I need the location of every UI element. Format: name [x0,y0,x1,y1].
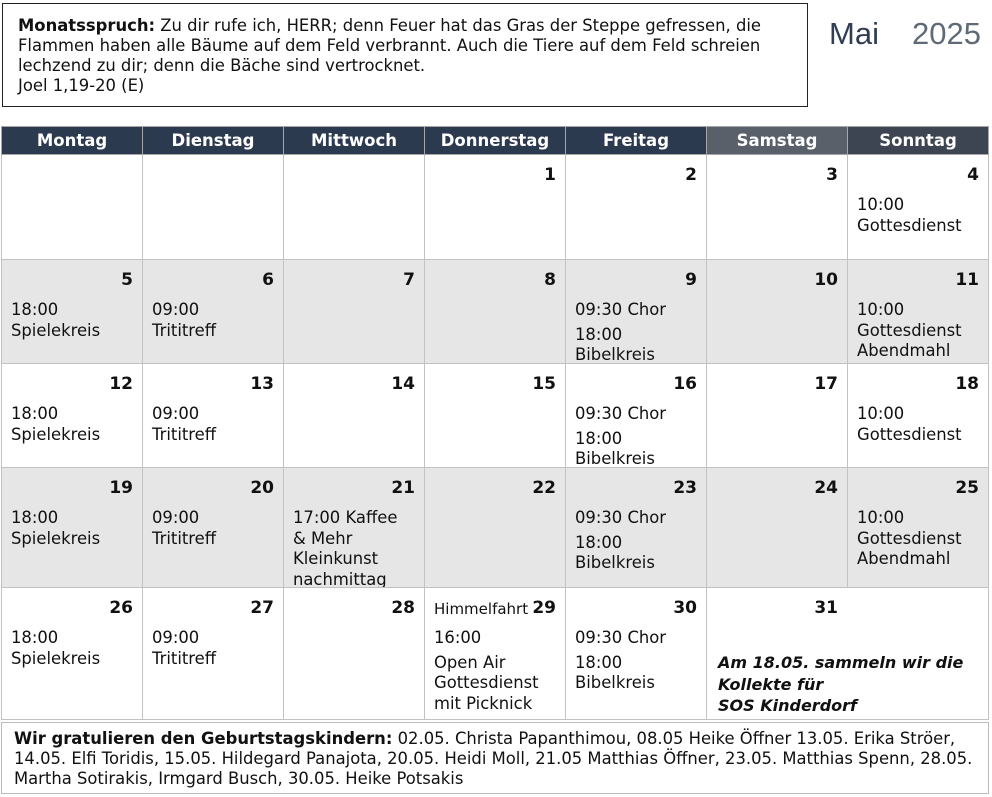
day-cell-10 [707,260,848,364]
event-line: 09:30 Chor [575,404,667,423]
day-cell-20 [143,468,284,588]
day-cell-29 [425,588,566,720]
day-number: 26 [109,598,133,618]
day-cell-30 [566,588,707,720]
weekday-friday: Freitag [566,127,707,155]
monatsspruch-reference: Joel 1,19-20 (E) [18,76,145,95]
event-line: 09:00 [152,300,200,319]
day-number: 5 [121,270,133,290]
event-line: 18:00 [575,532,623,552]
event-line: Trititreff [152,320,217,340]
event-line: Spielekreis [11,424,101,444]
kollekte-line: Am 18.05. sammeln wir die [718,653,964,672]
day-cell-2 [566,155,707,260]
event-line: 09:30 Chor [575,508,667,527]
day-number: 6 [262,270,274,290]
day-events [575,628,702,694]
event-line: 18:00 [575,652,623,672]
day-cell-26 [2,588,143,720]
day-events [11,300,138,341]
event-line: 18:00 [11,508,59,527]
event-line: Abendmahl [857,341,951,360]
day-events [857,508,984,570]
weekday-thursday: Donnerstag [425,127,566,155]
kollekte-line: Kollekte für [718,674,824,694]
day-events [857,195,984,236]
day-number: 10 [814,270,838,290]
week-row-2 [2,260,989,364]
day-number: 22 [532,478,556,498]
year-label: 2025 [912,16,981,51]
day-events [11,628,138,669]
day-number: 25 [955,478,979,498]
month-label: Mai [829,16,879,51]
event-line: 09:00 [152,404,200,423]
event-line: Bibelkreis [575,673,655,692]
event-line: Gottesdienst [857,424,962,444]
event-line: 09:30 Chor [575,300,667,319]
event-line: Trititreff [152,648,217,668]
kollekte-note [718,652,990,717]
weekday-monday: Montag [2,127,143,155]
day-cell-4 [848,155,989,260]
event-line: Spielekreis [11,648,101,668]
day-number: 18 [955,374,979,394]
holiday-label: Himmelfahrt [434,600,529,618]
day-number: 12 [109,374,133,394]
day-number: 20 [250,478,274,498]
day-cell-9 [566,260,707,364]
day-cell-empty [284,155,425,260]
weekday-header-row [2,127,989,155]
week-row-4 [2,468,989,588]
event-line: 17:00 Kaffee [293,508,398,527]
weekday-saturday: Samstag [707,127,848,155]
day-number: 27 [250,598,274,618]
day-cell-14 [284,364,425,468]
day-number: 15 [532,374,556,394]
event-line: Bibelkreis [575,345,655,364]
day-cell-3 [707,155,848,260]
day-number: 17 [814,374,838,394]
day-number: 3 [826,165,838,185]
day-events [575,508,702,574]
birthday-text: 02.05. Christa Papanthimou, 08.05 Heike Öffner 13.05. Erika Ströer, 14.05. Elfi Toridis, 15.05. Hildegard Panajota, 20.05. Heidi Moll, 21.05 Matthias Öffner, 23.05. Matthias Spenn, 28.05. Martha Sotirakis, Irmgard Busch, 30.05. Heike Potsakis [14,729,973,788]
day-events [434,628,561,714]
day-cell-empty [143,155,284,260]
day-cell-11 [848,260,989,364]
day-number: 23 [673,478,697,498]
event-line: 10:00 [857,300,905,319]
day-number: 2 [685,165,697,185]
day-cell-25 [848,468,989,588]
day-cell-23 [566,468,707,588]
event-line: Bibelkreis [575,449,655,468]
day-number: 8 [544,270,556,290]
event-line: 10:00 [857,404,905,423]
event-line: Gottesdienst [434,673,539,692]
weekday-sunday: Sonntag [848,127,989,155]
day-cell-17 [707,364,848,468]
event-line: Spielekreis [11,320,101,340]
day-cell-27 [143,588,284,720]
event-line: Gottesdienst [857,320,962,340]
day-cell-6 [143,260,284,364]
day-events [152,404,279,445]
day-number: 31 [814,598,838,618]
day-number: 4 [967,165,979,185]
day-number: 16 [673,374,697,394]
event-line: Bibelkreis [575,553,655,572]
event-line: Trititreff [152,528,217,548]
week-row-3 [2,364,989,468]
event-line: 10:00 [857,195,905,214]
day-events [293,508,420,588]
day-cell-12 [2,364,143,468]
event-line: nachmittag [293,569,387,588]
day-events [857,404,984,445]
day-cell-21 [284,468,425,588]
event-line: Open Air [434,652,506,672]
event-line: 18:00 [11,404,59,423]
event-line: 09:30 Chor [575,628,667,647]
birthday-label: Wir gratulieren den Geburtstagskindern: [14,729,393,748]
day-cell-1 [425,155,566,260]
event-line: 10:00 [857,508,905,527]
day-events [152,300,279,341]
event-line: Trititreff [152,424,217,444]
calendar-grid [1,126,989,720]
birthday-box [1,722,989,794]
weekday-wednesday: Mittwoch [284,127,425,155]
monatsspruch-text: Zu dir rufe ich, HERR; denn Feuer hat das Gras der Steppe gefressen, die Flammen haben alle Bäume auf dem Feld verbrannt. Auch die Tiere auf dem Feld schreien lechzend zu dir; denn die Bäche sind vertrocknet. [18,16,761,75]
event-line: 09:00 [152,628,200,647]
week-row-1 [2,155,989,260]
day-number: 11 [955,270,979,290]
day-cell-18 [848,364,989,468]
event-line: Spielekreis [11,528,101,548]
day-cell-22 [425,468,566,588]
event-line: & Mehr [293,528,353,548]
day-cell-5 [2,260,143,364]
event-line: 16:00 [434,628,482,647]
event-line: 18:00 [575,428,623,448]
event-line: Gottesdienst [857,528,962,548]
event-line: 18:00 [11,628,59,647]
day-number: 1 [544,165,556,185]
event-line: mit Picknick [434,693,533,713]
day-number: 13 [250,374,274,394]
day-cell-7 [284,260,425,364]
event-line: Gottesdienst [857,215,962,235]
day-cell-13 [143,364,284,468]
event-line: 18:00 [575,324,623,344]
event-line: 09:00 [152,508,200,527]
day-cell-empty [2,155,143,260]
day-events [857,300,984,362]
day-events [11,508,138,549]
day-number: 9 [685,270,697,290]
monatsspruch-box [2,3,808,107]
day-cell-19 [2,468,143,588]
day-number: 30 [673,598,697,618]
day-number: 29 [532,598,556,618]
day-cell-15 [425,364,566,468]
day-events [575,404,702,468]
day-number: 19 [109,478,133,498]
event-line: Kleinkunst [293,549,379,568]
day-number: 24 [814,478,838,498]
day-events [11,404,138,445]
day-events [152,628,279,669]
day-number: 28 [391,598,415,618]
day-cell-16 [566,364,707,468]
event-line: Abendmahl [857,549,951,568]
event-line: 18:00 [11,300,59,319]
day-cell-28 [284,588,425,720]
day-number: 7 [403,270,415,290]
day-events [152,508,279,549]
day-number: 14 [391,374,415,394]
kollekte-line: SOS Kinderdorf [718,696,857,715]
day-cell-8 [425,260,566,364]
weekday-tuesday: Dienstag [143,127,284,155]
day-events [575,300,702,364]
day-cell-24 [707,468,848,588]
day-number: 21 [391,478,415,498]
monatsspruch-label: Monatsspruch: [18,16,156,35]
